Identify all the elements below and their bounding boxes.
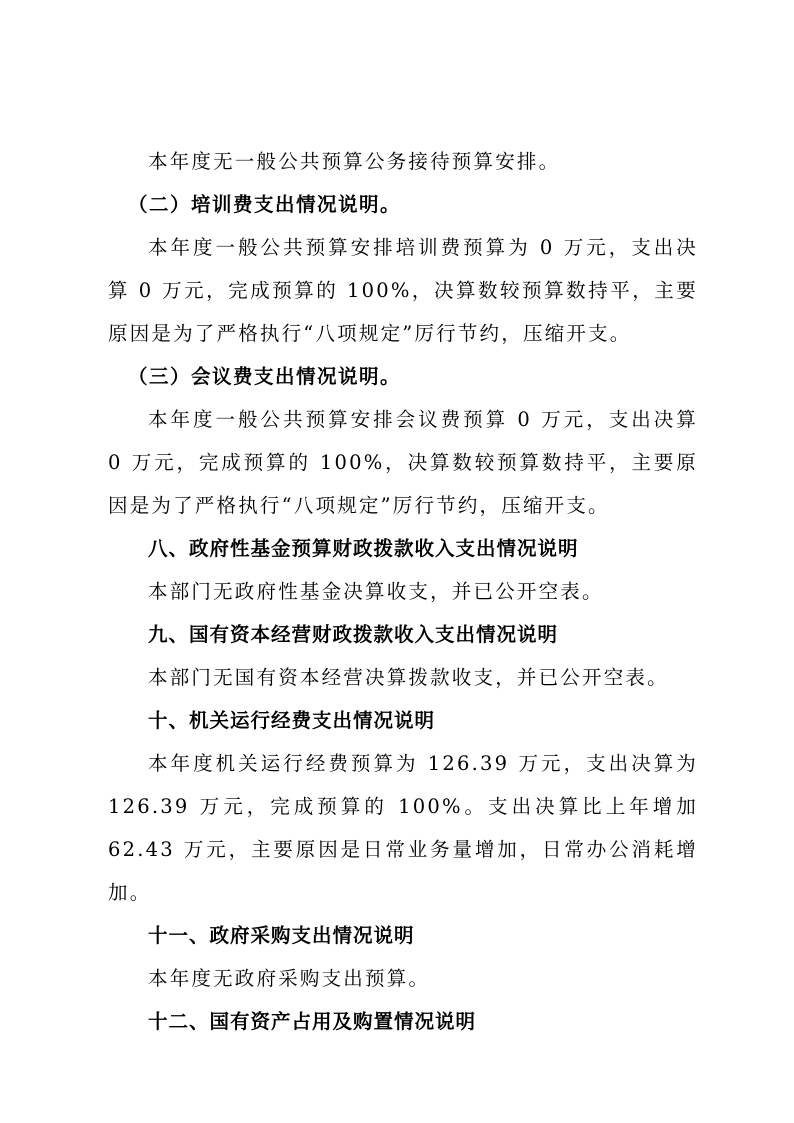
meeting-subheading: （三）会议费支出情况说明。 [128, 365, 402, 388]
assets-heading: 十二、国有资产占用及购置情况说明 [148, 1010, 477, 1033]
gov-fund-heading: 八、政府性基金预算财政拨款收入支出情况说明 [148, 537, 579, 560]
procurement-heading: 十一、政府采购支出情况说明 [148, 924, 415, 947]
document-body [108, 140, 698, 1043]
state-capital-heading: 九、国有资本经营财政拨款收入支出情况说明 [148, 623, 559, 646]
operating-expense-heading: 十、机关运行经费支出情况说明 [148, 709, 436, 732]
training-paragraph: 本年度一般公共预算安排培训费预算为 0 万元，支出决算 0 万元，完成预算的 100%，决算数较预算数持平，主要原因是为了严格执行“八项规定”厉行节约，压缩开支。 [108, 236, 698, 345]
training-subheading: （二）培训费支出情况说明。 [128, 193, 402, 216]
operating-expense-paragraph: 本年度机关运行经费预算为 126.39 万元，支出决算为 126.39 万元，完成预算的 100%。支出决算比上年增加 62.43 万元，主要原因是日常业务量增加，日常办公消耗增加。 [108, 752, 698, 904]
procurement-paragraph: 本年度无政府采购支出预算。 [148, 967, 431, 990]
gov-fund-paragraph: 本部门无政府性基金决算收支，并已公开空表。 [148, 580, 604, 603]
meeting-paragraph: 本年度一般公共预算安排会议费预算 0 万元，支出决算 0 万元，完成预算的 100%，决算数较预算数持平，主要原因是为了严格执行“八项规定”厉行节约，压缩开支。 [108, 408, 698, 517]
reception-paragraph: 本年度无一般公共预算公务接待预算安排。 [148, 150, 561, 173]
state-capital-paragraph: 本部门无国有资本经营决算拨款收支，并已公开空表。 [148, 666, 669, 689]
